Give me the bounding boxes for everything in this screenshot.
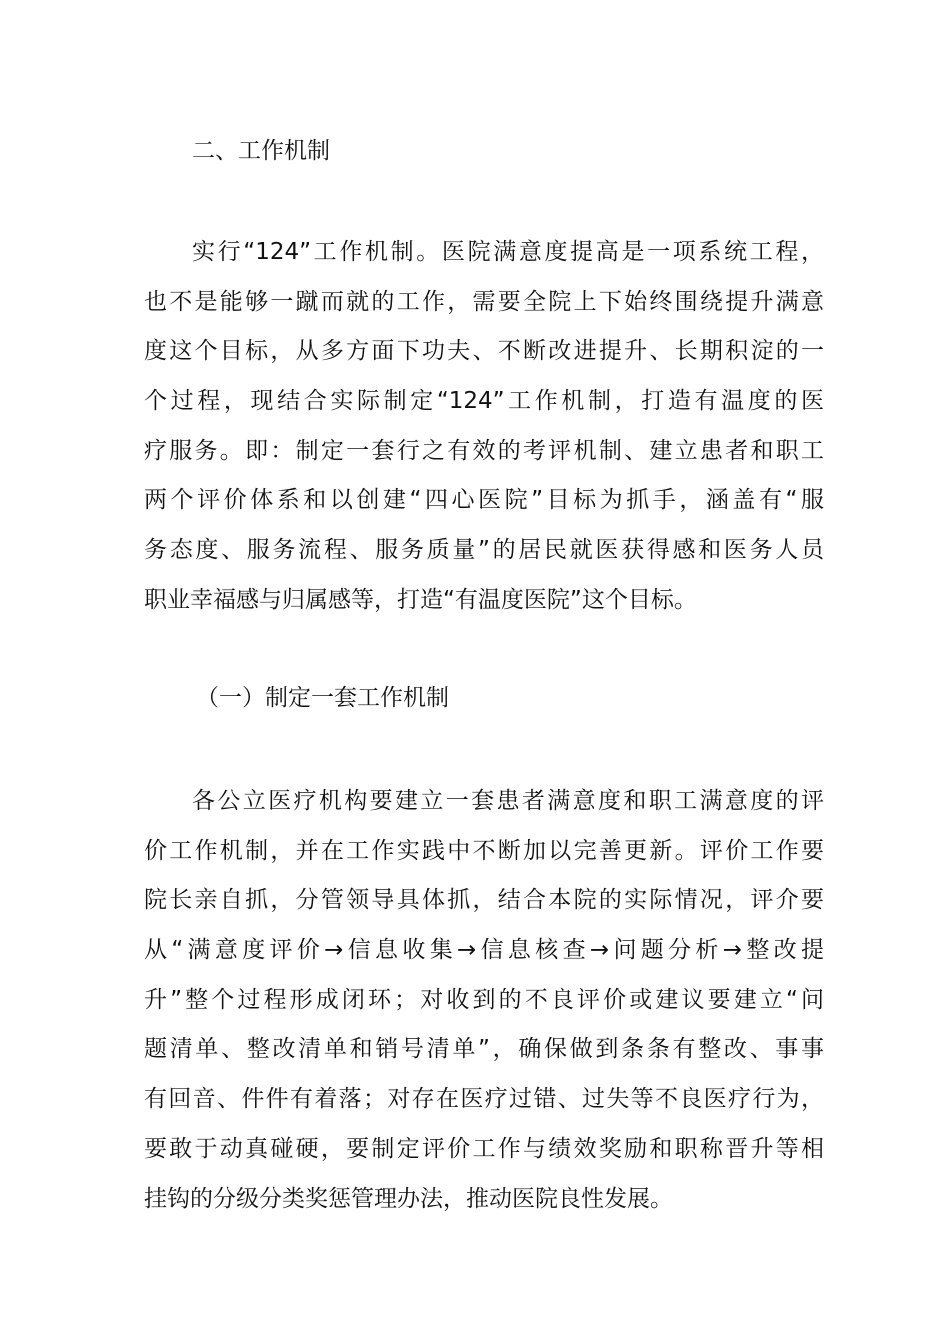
paragraph-line: 实行“124”工作机制。医院满意度提高是一项系统工程，	[192, 239, 824, 265]
paragraph-line: 务态度、服务流程、服务质量”的居民就医获得感和医务人员	[144, 537, 824, 564]
paragraph-line: 价工作机制，并在工作实践中不断加以完善更新。评价工作要	[144, 837, 824, 864]
paragraph-line: 职业幸福感与归属感等，打造“有温度医院”这个目标。	[144, 586, 697, 613]
section-heading: 二、工作机制	[192, 138, 330, 164]
paragraph-124-mechanism	[144, 228, 824, 626]
paragraph-line: 要敢于动真碰硬，要制定评价工作与绩效奖励和职称晋升等相	[144, 1135, 824, 1162]
paragraph-line: 各公立医疗机构要建立一套患者满意度和职工满意度的评	[192, 788, 824, 814]
paragraph-line: 题清单、整改清单和销号清单”，确保做到条条有整改、事事	[144, 1036, 824, 1063]
paragraph-line: 院长亲自抓，分管领导具体抓，结合本院的实际情况，评介要	[144, 887, 824, 914]
paragraph-line: 度这个目标，从多方面下功夫、不断改进提升、长期积淀的一	[144, 338, 824, 365]
paragraph-line: 个过程，现结合实际制定“124”工作机制，打造有温度的医	[144, 388, 824, 415]
paragraph-line: 升”整个过程形成闭环；对收到的不良评价或建议要建立“问	[144, 986, 824, 1013]
paragraph-line: 疗服务。即：制定一套行之有效的考评机制、建立患者和职工	[144, 437, 824, 464]
paragraph-line: 也不是能够一蹴而就的工作，需要全院上下始终围绕提升满意	[144, 288, 824, 315]
paragraph-work-mechanism	[144, 777, 824, 1224]
paragraph-line: 从“满意度评价→信息收集→信息核查→问题分析→整改提	[144, 937, 824, 964]
subsection-heading: （一）制定一套工作机制	[196, 685, 449, 711]
paragraph-line: 有回音、件件有着落；对存在医疗过错、过失等不良医疗行为，	[144, 1086, 824, 1113]
paragraph-line: 两个评价体系和以创建“四心医院”目标为抓手，涵盖有“服	[144, 487, 824, 514]
paragraph-line: 挂钩的分级分类奖惩管理办法，推动医院良性发展。	[144, 1185, 673, 1212]
